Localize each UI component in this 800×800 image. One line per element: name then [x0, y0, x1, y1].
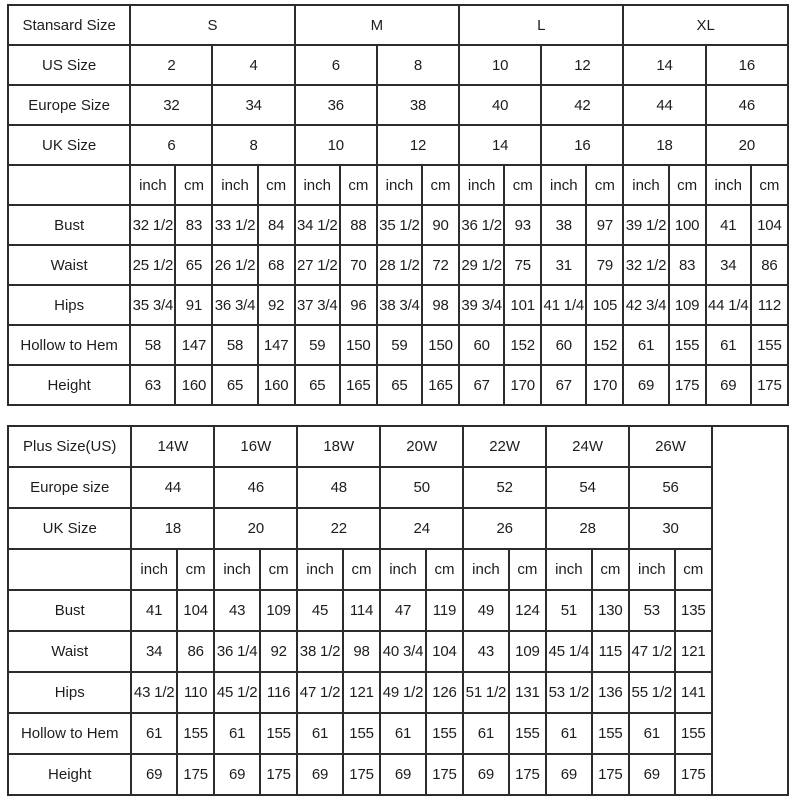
size-row	[8, 45, 788, 85]
size-value-cell: 20	[706, 125, 788, 165]
measure-value-cell: 155	[426, 713, 463, 754]
measure-value-cell: 86	[177, 631, 214, 672]
unit-header-cell: cm	[426, 549, 463, 590]
measure-value-cell: 91	[175, 285, 212, 325]
measure-value-cell: 101	[504, 285, 541, 325]
measure-row	[8, 672, 788, 713]
measure-value-cell: 59	[295, 325, 340, 365]
measure-value-cell: 121	[675, 631, 712, 672]
unit-header-cell: cm	[669, 165, 706, 205]
measure-value-cell: 51	[546, 590, 592, 631]
unit-header-cell: cm	[260, 549, 297, 590]
row-label: UK Size	[8, 508, 131, 549]
size-value-cell: 32	[130, 85, 212, 125]
unit-header-cell: inch	[377, 165, 422, 205]
measure-value-cell: 126	[426, 672, 463, 713]
measure-value-cell: 41	[131, 590, 177, 631]
group-header-row	[8, 5, 788, 45]
row-label: Hollow to Hem	[8, 325, 130, 365]
unit-header-cell: inch	[463, 549, 509, 590]
row-label: Europe Size	[8, 85, 130, 125]
size-value-cell: 14	[623, 45, 705, 85]
measure-value-cell: 32 1/2	[130, 205, 175, 245]
unit-header-cell: inch	[131, 549, 177, 590]
measure-value-cell: 69	[706, 365, 751, 405]
measure-value-cell: 83	[175, 205, 212, 245]
measure-value-cell: 38	[541, 205, 586, 245]
measure-value-cell: 55 1/2	[629, 672, 675, 713]
measure-value-cell: 155	[592, 713, 629, 754]
measure-value-cell: 92	[260, 631, 297, 672]
measure-value-cell: 115	[592, 631, 629, 672]
measure-value-cell: 84	[258, 205, 295, 245]
measure-value-cell: 96	[340, 285, 377, 325]
size-value-cell: 36	[295, 85, 377, 125]
measure-value-cell: 27 1/2	[295, 245, 340, 285]
size-group-header: 22W	[463, 426, 546, 467]
measure-value-cell: 34	[706, 245, 751, 285]
measure-value-cell: 104	[177, 590, 214, 631]
row-label: Bust	[8, 590, 131, 631]
unit-header-row	[8, 549, 788, 590]
measure-value-cell: 41 1/4	[541, 285, 586, 325]
measure-value-cell: 61	[380, 713, 426, 754]
unit-header-cell: inch	[706, 165, 751, 205]
size-group-header: 16W	[214, 426, 297, 467]
measure-value-cell: 104	[426, 631, 463, 672]
measure-row	[8, 631, 788, 672]
measure-value-cell: 28 1/2	[377, 245, 422, 285]
size-value-cell: 12	[377, 125, 459, 165]
measure-value-cell: 69	[546, 754, 592, 795]
measure-value-cell: 49	[463, 590, 509, 631]
measure-value-cell: 72	[422, 245, 459, 285]
row-label: Hips	[8, 672, 131, 713]
unit-header-cell: cm	[504, 165, 541, 205]
measure-row	[8, 365, 788, 405]
measure-value-cell: 69	[629, 754, 675, 795]
unit-header-cell: inch	[541, 165, 586, 205]
size-value-cell: 38	[377, 85, 459, 125]
measure-value-cell: 69	[214, 754, 260, 795]
size-row	[8, 85, 788, 125]
row-label: Hips	[8, 285, 130, 325]
size-group-header: XL	[623, 5, 788, 45]
size-row	[8, 467, 788, 508]
measure-value-cell: 97	[586, 205, 623, 245]
measure-value-cell: 49 1/2	[380, 672, 426, 713]
measure-value-cell: 47 1/2	[297, 672, 343, 713]
size-value-cell: 6	[130, 125, 212, 165]
unit-header-row	[8, 165, 788, 205]
unit-header-cell: inch	[629, 549, 675, 590]
measure-value-cell: 36 3/4	[212, 285, 257, 325]
size-value-cell: 22	[297, 508, 380, 549]
table-title: Plus Size(US)	[8, 426, 131, 467]
size-row	[8, 125, 788, 165]
measure-value-cell: 131	[509, 672, 546, 713]
measure-value-cell: 170	[586, 365, 623, 405]
measure-value-cell: 114	[343, 590, 380, 631]
unit-header-cell: inch	[295, 165, 340, 205]
measure-value-cell: 53	[629, 590, 675, 631]
unit-header-cell: cm	[340, 165, 377, 205]
measure-value-cell: 112	[751, 285, 788, 325]
size-value-cell: 52	[463, 467, 546, 508]
measure-value-cell: 155	[260, 713, 297, 754]
measure-value-cell: 165	[422, 365, 459, 405]
measure-value-cell: 86	[751, 245, 788, 285]
measure-value-cell: 58	[130, 325, 175, 365]
measure-value-cell: 35 3/4	[130, 285, 175, 325]
measure-value-cell: 69	[131, 754, 177, 795]
measure-value-cell: 155	[751, 325, 788, 365]
unit-header-cell: inch	[297, 549, 343, 590]
measure-value-cell: 70	[340, 245, 377, 285]
measure-row	[8, 713, 788, 754]
row-label: US Size	[8, 45, 130, 85]
measure-value-cell: 60	[541, 325, 586, 365]
size-value-cell: 14	[459, 125, 541, 165]
measure-value-cell: 26 1/2	[212, 245, 257, 285]
row-label: Waist	[8, 245, 130, 285]
size-group-header: S	[130, 5, 294, 45]
table-title: Stansard Size	[8, 5, 130, 45]
size-value-cell: 16	[541, 125, 623, 165]
measure-value-cell: 45	[297, 590, 343, 631]
size-value-cell: 10	[459, 45, 541, 85]
unit-header-cell: inch	[623, 165, 668, 205]
unit-header-cell: inch	[380, 549, 426, 590]
size-value-cell: 28	[546, 508, 629, 549]
measure-value-cell: 47 1/2	[629, 631, 675, 672]
empty-column-cell	[712, 426, 788, 795]
unit-header-cell: cm	[258, 165, 295, 205]
unit-header-cell: cm	[175, 165, 212, 205]
measure-value-cell: 61	[546, 713, 592, 754]
size-value-cell: 56	[629, 467, 712, 508]
unit-header-cell: cm	[751, 165, 788, 205]
size-group-header: M	[295, 5, 459, 45]
group-header-row	[8, 426, 788, 467]
measure-value-cell: 175	[260, 754, 297, 795]
size-value-cell: 44	[623, 85, 705, 125]
measure-value-cell: 105	[586, 285, 623, 325]
row-label: Waist	[8, 631, 131, 672]
measure-value-cell: 61	[629, 713, 675, 754]
size-value-cell: 24	[380, 508, 463, 549]
measure-value-cell: 124	[509, 590, 546, 631]
measure-value-cell: 130	[592, 590, 629, 631]
size-value-cell: 2	[130, 45, 212, 85]
measure-value-cell: 152	[504, 325, 541, 365]
measure-value-cell: 100	[669, 205, 706, 245]
size-value-cell: 46	[706, 85, 788, 125]
size-group-header: 14W	[131, 426, 214, 467]
measure-value-cell: 88	[340, 205, 377, 245]
size-group-header: 18W	[297, 426, 380, 467]
unit-header-cell: inch	[214, 549, 260, 590]
measure-value-cell: 39 1/2	[623, 205, 668, 245]
measure-value-cell: 90	[422, 205, 459, 245]
measure-value-cell: 109	[260, 590, 297, 631]
measure-value-cell: 75	[504, 245, 541, 285]
measure-value-cell: 175	[675, 754, 712, 795]
measure-value-cell: 44 1/4	[706, 285, 751, 325]
measure-value-cell: 160	[258, 365, 295, 405]
measure-value-cell: 152	[586, 325, 623, 365]
measure-value-cell: 175	[669, 365, 706, 405]
unit-header-cell: cm	[422, 165, 459, 205]
measure-value-cell: 141	[675, 672, 712, 713]
size-value-cell: 40	[459, 85, 541, 125]
measure-row	[8, 285, 788, 325]
measure-value-cell: 98	[422, 285, 459, 325]
size-value-cell: 46	[214, 467, 297, 508]
size-value-cell: 30	[629, 508, 712, 549]
measure-value-cell: 109	[509, 631, 546, 672]
measure-value-cell: 36 1/2	[459, 205, 504, 245]
size-value-cell: 48	[297, 467, 380, 508]
measure-value-cell: 61	[297, 713, 343, 754]
size-value-cell: 6	[295, 45, 377, 85]
measure-value-cell: 170	[504, 365, 541, 405]
measure-value-cell: 33 1/2	[212, 205, 257, 245]
measure-value-cell: 51 1/2	[463, 672, 509, 713]
measure-value-cell: 65	[212, 365, 257, 405]
measure-value-cell: 61	[463, 713, 509, 754]
measure-value-cell: 61	[706, 325, 751, 365]
measure-value-cell: 110	[177, 672, 214, 713]
measure-value-cell: 63	[130, 365, 175, 405]
unit-header-cell: cm	[592, 549, 629, 590]
measure-row	[8, 245, 788, 285]
measure-value-cell: 67	[459, 365, 504, 405]
measure-value-cell: 175	[426, 754, 463, 795]
measure-value-cell: 58	[212, 325, 257, 365]
measure-value-cell: 37 3/4	[295, 285, 340, 325]
row-label: UK Size	[8, 125, 130, 165]
measure-value-cell: 59	[377, 325, 422, 365]
row-label: Height	[8, 754, 131, 795]
measure-value-cell: 135	[675, 590, 712, 631]
measure-value-cell: 36 1/4	[214, 631, 260, 672]
measure-value-cell: 65	[175, 245, 212, 285]
measure-value-cell: 150	[340, 325, 377, 365]
size-group-header: 24W	[546, 426, 629, 467]
size-value-cell: 50	[380, 467, 463, 508]
measure-value-cell: 175	[177, 754, 214, 795]
measure-value-cell: 53 1/2	[546, 672, 592, 713]
measure-value-cell: 45 1/2	[214, 672, 260, 713]
measure-value-cell: 165	[340, 365, 377, 405]
size-value-cell: 54	[546, 467, 629, 508]
measure-value-cell: 175	[751, 365, 788, 405]
measure-row	[8, 325, 788, 365]
measure-value-cell: 155	[509, 713, 546, 754]
measure-value-cell: 98	[343, 631, 380, 672]
measure-value-cell: 67	[541, 365, 586, 405]
measure-value-cell: 38 3/4	[377, 285, 422, 325]
measure-value-cell: 65	[377, 365, 422, 405]
size-value-cell: 12	[541, 45, 623, 85]
standard-size-table	[7, 4, 789, 406]
size-value-cell: 8	[212, 125, 294, 165]
measure-value-cell: 155	[177, 713, 214, 754]
unit-header-cell: cm	[586, 165, 623, 205]
measure-value-cell: 69	[623, 365, 668, 405]
measure-value-cell: 155	[669, 325, 706, 365]
measure-value-cell: 31	[541, 245, 586, 285]
measure-value-cell: 34 1/2	[295, 205, 340, 245]
unit-header-cell: inch	[130, 165, 175, 205]
measure-value-cell: 83	[669, 245, 706, 285]
measure-value-cell: 60	[459, 325, 504, 365]
size-value-cell: 8	[377, 45, 459, 85]
measure-value-cell: 175	[343, 754, 380, 795]
measure-value-cell: 41	[706, 205, 751, 245]
unit-row-spacer	[8, 549, 131, 590]
measure-value-cell: 109	[669, 285, 706, 325]
measure-value-cell: 116	[260, 672, 297, 713]
size-row	[8, 508, 788, 549]
measure-value-cell: 25 1/2	[130, 245, 175, 285]
measure-value-cell: 47	[380, 590, 426, 631]
unit-header-cell: cm	[509, 549, 546, 590]
unit-row-spacer	[8, 165, 130, 205]
measure-value-cell: 65	[295, 365, 340, 405]
size-value-cell: 26	[463, 508, 546, 549]
measure-value-cell: 147	[175, 325, 212, 365]
unit-header-cell: cm	[177, 549, 214, 590]
plus-size-table	[7, 425, 789, 796]
measure-value-cell: 175	[509, 754, 546, 795]
row-label: Bust	[8, 205, 130, 245]
size-group-header: L	[459, 5, 623, 45]
measure-value-cell: 92	[258, 285, 295, 325]
size-value-cell: 42	[541, 85, 623, 125]
size-value-cell: 18	[131, 508, 214, 549]
measure-value-cell: 136	[592, 672, 629, 713]
measure-value-cell: 43 1/2	[131, 672, 177, 713]
measure-value-cell: 32 1/2	[623, 245, 668, 285]
measure-value-cell: 147	[258, 325, 295, 365]
measure-value-cell: 155	[675, 713, 712, 754]
row-label: Hollow to Hem	[8, 713, 131, 754]
measure-row	[8, 590, 788, 631]
size-value-cell: 10	[295, 125, 377, 165]
measure-value-cell: 104	[751, 205, 788, 245]
measure-value-cell: 79	[586, 245, 623, 285]
measure-value-cell: 34	[131, 631, 177, 672]
measure-value-cell: 175	[592, 754, 629, 795]
unit-header-cell: cm	[343, 549, 380, 590]
size-group-header: 20W	[380, 426, 463, 467]
measure-value-cell: 69	[297, 754, 343, 795]
measure-value-cell: 39 3/4	[459, 285, 504, 325]
measure-value-cell: 42 3/4	[623, 285, 668, 325]
size-value-cell: 20	[214, 508, 297, 549]
size-value-cell: 16	[706, 45, 788, 85]
measure-value-cell: 69	[380, 754, 426, 795]
measure-row	[8, 205, 788, 245]
row-label: Height	[8, 365, 130, 405]
measure-value-cell: 35 1/2	[377, 205, 422, 245]
measure-value-cell: 43	[214, 590, 260, 631]
size-group-header: 26W	[629, 426, 712, 467]
measure-value-cell: 119	[426, 590, 463, 631]
measure-value-cell: 121	[343, 672, 380, 713]
measure-value-cell: 150	[422, 325, 459, 365]
unit-header-cell: cm	[675, 549, 712, 590]
measure-value-cell: 61	[214, 713, 260, 754]
measure-value-cell: 45 1/4	[546, 631, 592, 672]
measure-value-cell: 61	[623, 325, 668, 365]
measure-value-cell: 69	[463, 754, 509, 795]
row-label: Europe size	[8, 467, 131, 508]
measure-value-cell: 93	[504, 205, 541, 245]
unit-header-cell: inch	[459, 165, 504, 205]
size-value-cell: 44	[131, 467, 214, 508]
measure-row	[8, 754, 788, 795]
measure-value-cell: 38 1/2	[297, 631, 343, 672]
measure-value-cell: 68	[258, 245, 295, 285]
measure-value-cell: 155	[343, 713, 380, 754]
measure-value-cell: 61	[131, 713, 177, 754]
measure-value-cell: 40 3/4	[380, 631, 426, 672]
measure-value-cell: 43	[463, 631, 509, 672]
measure-value-cell: 29 1/2	[459, 245, 504, 285]
unit-header-cell: inch	[546, 549, 592, 590]
size-value-cell: 34	[212, 85, 294, 125]
size-value-cell: 18	[623, 125, 705, 165]
size-value-cell: 4	[212, 45, 294, 85]
unit-header-cell: inch	[212, 165, 257, 205]
measure-value-cell: 160	[175, 365, 212, 405]
